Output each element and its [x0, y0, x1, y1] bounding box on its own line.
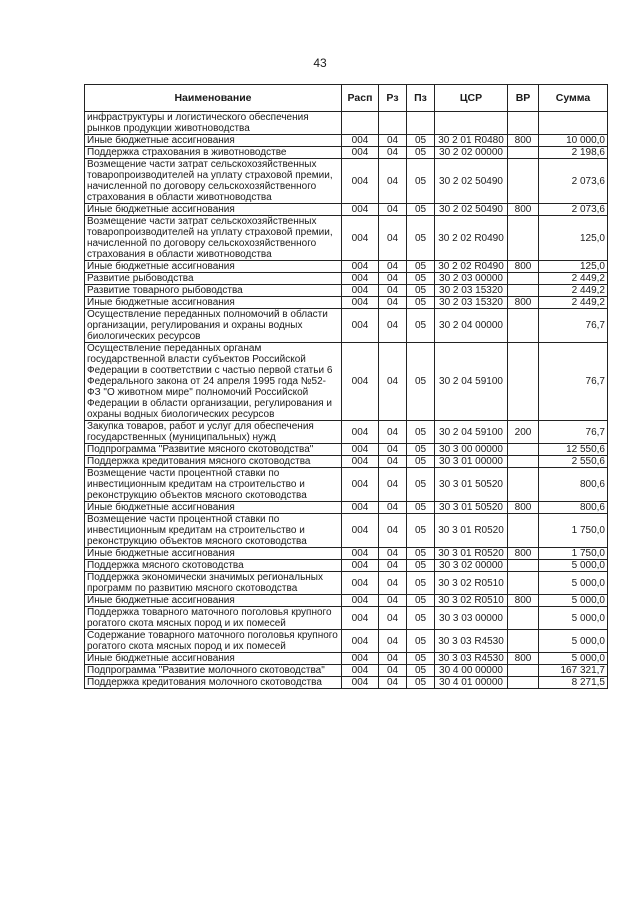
cell-sum: 2 073,6 [539, 159, 608, 204]
cell-vr [508, 444, 539, 456]
table-row [85, 112, 608, 135]
cell-rz: 04 [379, 261, 407, 273]
cell-name: Возмещение части процентной ставки по инвестиционным кредитам на строительство и реконструкцию объектов мясного скотоводства [85, 514, 342, 548]
header-rasp: Расп [342, 85, 379, 112]
cell-rz: 04 [379, 216, 407, 261]
cell-pz: 05 [407, 514, 435, 548]
cell-pz: 05 [407, 261, 435, 273]
cell-sum: 1 750,0 [539, 548, 608, 560]
cell-sum: 125,0 [539, 216, 608, 261]
cell-sum: 5 000,0 [539, 572, 608, 595]
cell-sum: 2 073,6 [539, 204, 608, 216]
cell-rasp: 004 [342, 444, 379, 456]
cell-vr [508, 456, 539, 468]
cell-csr: 30 2 03 15320 [435, 297, 508, 309]
cell-rasp: 004 [342, 595, 379, 607]
cell-name: Возмещение части затрат сельскохозяйственных товаропроизводителей на уплату страховой премии, начисленной по договору сельскохозяйственного страхования в области животноводства [85, 159, 342, 204]
cell-csr: 30 3 01 R0520 [435, 548, 508, 560]
cell-name: инфраструктуры и логистического обеспечения рынков продукции животноводства [85, 112, 342, 135]
cell-vr [508, 309, 539, 343]
cell-sum: 800,6 [539, 468, 608, 502]
cell-csr: 30 4 01 00000 [435, 677, 508, 689]
cell-rz: 04 [379, 297, 407, 309]
cell-name: Поддержка страхования в животноводстве [85, 147, 342, 159]
cell-csr: 30 3 01 50520 [435, 502, 508, 514]
table-row [85, 285, 608, 297]
table-row [85, 261, 608, 273]
cell-rz: 04 [379, 309, 407, 343]
cell-vr [508, 159, 539, 204]
cell-rasp: 004 [342, 514, 379, 548]
table-row [85, 560, 608, 572]
table-row [85, 677, 608, 689]
cell-rz: 04 [379, 204, 407, 216]
cell-rz: 04 [379, 665, 407, 677]
cell-name: Подпрограмма "Развитие мясного скотоводства" [85, 444, 342, 456]
cell-vr [508, 273, 539, 285]
cell-pz: 05 [407, 204, 435, 216]
cell-vr [508, 572, 539, 595]
cell-sum: 1 750,0 [539, 514, 608, 548]
cell-rasp: 004 [342, 343, 379, 421]
cell-csr: 30 2 03 15320 [435, 285, 508, 297]
cell-sum: 2 198,6 [539, 147, 608, 159]
table-row [85, 343, 608, 421]
cell-rasp: 004 [342, 502, 379, 514]
cell-rz: 04 [379, 560, 407, 572]
cell-csr: 30 3 03 R4530 [435, 630, 508, 653]
cell-vr [508, 147, 539, 159]
cell-rasp: 004 [342, 147, 379, 159]
cell-rasp: 004 [342, 665, 379, 677]
table-row [85, 548, 608, 560]
cell-vr: 800 [508, 204, 539, 216]
cell-name: Возмещение части затрат сельскохозяйственных товаропроизводителей на уплату страховой премии, начисленной по договору сельскохозяйственного страхования в области животноводства [85, 216, 342, 261]
table-row [85, 572, 608, 595]
cell-name: Поддержка кредитования мясного скотоводства [85, 456, 342, 468]
cell-name: Иные бюджетные ассигнования [85, 135, 342, 147]
cell-pz: 05 [407, 607, 435, 630]
cell-vr: 800 [508, 548, 539, 560]
cell-name: Иные бюджетные ассигнования [85, 595, 342, 607]
cell-rz: 04 [379, 595, 407, 607]
cell-pz: 05 [407, 595, 435, 607]
table-row [85, 456, 608, 468]
table-body [85, 112, 608, 689]
cell-vr: 800 [508, 297, 539, 309]
cell-csr: 30 2 04 00000 [435, 309, 508, 343]
cell-csr: 30 2 02 R0490 [435, 261, 508, 273]
cell-rz: 04 [379, 273, 407, 285]
cell-csr: 30 2 01 R0480 [435, 135, 508, 147]
cell-csr: 30 2 02 R0490 [435, 216, 508, 261]
cell-pz: 05 [407, 216, 435, 261]
cell-name: Развитие товарного рыбоводства [85, 285, 342, 297]
cell-rasp: 004 [342, 607, 379, 630]
cell-pz: 05 [407, 630, 435, 653]
cell-csr: 30 3 02 00000 [435, 560, 508, 572]
cell-name: Иные бюджетные ассигнования [85, 502, 342, 514]
header-name: Наименование [85, 85, 342, 112]
table-row [85, 135, 608, 147]
cell-rz: 04 [379, 421, 407, 444]
cell-pz: 05 [407, 677, 435, 689]
cell-sum: 800,6 [539, 502, 608, 514]
cell-vr [508, 607, 539, 630]
cell-sum: 5 000,0 [539, 630, 608, 653]
cell-csr: 30 2 04 59100 [435, 343, 508, 421]
table-row [85, 147, 608, 159]
cell-vr: 800 [508, 261, 539, 273]
cell-sum: 5 000,0 [539, 653, 608, 665]
cell-pz: 05 [407, 468, 435, 502]
table-header [85, 85, 608, 112]
cell-sum: 125,0 [539, 261, 608, 273]
cell-name: Иные бюджетные ассигнования [85, 261, 342, 273]
cell-vr: 200 [508, 421, 539, 444]
cell-vr [508, 285, 539, 297]
cell-vr: 800 [508, 653, 539, 665]
cell-name: Поддержка экономически значимых региональных программ по развитию мясного скотоводства [85, 572, 342, 595]
cell-rz: 04 [379, 468, 407, 502]
header-rz: Рз [379, 85, 407, 112]
cell-rasp: 004 [342, 548, 379, 560]
page-number: 43 [313, 56, 327, 70]
cell-rasp: 004 [342, 285, 379, 297]
cell-sum: 2 449,2 [539, 285, 608, 297]
cell-rasp: 004 [342, 468, 379, 502]
cell-rz: 04 [379, 677, 407, 689]
cell-sum: 5 000,0 [539, 560, 608, 572]
cell-rz: 04 [379, 343, 407, 421]
table-row [85, 653, 608, 665]
cell-name: Поддержка мясного скотоводства [85, 560, 342, 572]
table-row [85, 309, 608, 343]
cell-sum: 2 449,2 [539, 273, 608, 285]
cell-rz [379, 112, 407, 135]
cell-name: Иные бюджетные ассигнования [85, 548, 342, 560]
cell-pz: 05 [407, 560, 435, 572]
cell-sum: 12 550,6 [539, 444, 608, 456]
header-pz: Пз [407, 85, 435, 112]
cell-vr [508, 468, 539, 502]
cell-rz: 04 [379, 630, 407, 653]
cell-name: Иные бюджетные ассигнования [85, 653, 342, 665]
cell-name: Развитие рыбоводства [85, 273, 342, 285]
cell-name: Закупка товаров, работ и услуг для обеспечения государственных (муниципальных) нужд [85, 421, 342, 444]
cell-pz: 05 [407, 135, 435, 147]
cell-pz: 05 [407, 273, 435, 285]
cell-csr: 30 3 02 R0510 [435, 572, 508, 595]
cell-rasp: 004 [342, 560, 379, 572]
cell-vr [508, 560, 539, 572]
header-row [85, 85, 608, 112]
table-row [85, 273, 608, 285]
cell-rz: 04 [379, 572, 407, 595]
cell-vr: 800 [508, 595, 539, 607]
cell-name: Осуществление переданных органам государственной власти субъектов Российской Федерации в соответствии с частью первой статьи 6 Федерального закона от 24 апреля 1995 года №52-ФЗ "О животном мире" полномочий Российской Федерации в области организации, регулирования и охраны водных биологических ресурсов [85, 343, 342, 421]
cell-rasp [342, 112, 379, 135]
cell-csr: 30 3 03 R4530 [435, 653, 508, 665]
cell-csr: 30 2 02 00000 [435, 147, 508, 159]
table-row [85, 216, 608, 261]
cell-rasp: 004 [342, 309, 379, 343]
cell-pz [407, 112, 435, 135]
cell-rasp: 004 [342, 135, 379, 147]
cell-name: Поддержка кредитования молочного скотоводства [85, 677, 342, 689]
cell-name: Возмещение части процентной ставки по инвестиционным кредитам на строительство и реконструкцию объектов мясного скотоводства [85, 468, 342, 502]
cell-sum: 76,7 [539, 421, 608, 444]
cell-name: Иные бюджетные ассигнования [85, 204, 342, 216]
cell-sum: 10 000,0 [539, 135, 608, 147]
cell-rasp: 004 [342, 159, 379, 204]
cell-csr: 30 2 02 50490 [435, 159, 508, 204]
cell-rz: 04 [379, 514, 407, 548]
cell-rz: 04 [379, 502, 407, 514]
table-row [85, 421, 608, 444]
cell-pz: 05 [407, 572, 435, 595]
cell-vr [508, 343, 539, 421]
cell-vr: 800 [508, 135, 539, 147]
cell-name: Поддержка товарного маточного поголовья крупного рогатого скота мясных пород и их помесей [85, 607, 342, 630]
cell-rasp: 004 [342, 297, 379, 309]
cell-csr: 30 3 02 R0510 [435, 595, 508, 607]
header-sum: Сумма [539, 85, 608, 112]
cell-pz: 05 [407, 285, 435, 297]
cell-vr [508, 630, 539, 653]
cell-pz: 05 [407, 456, 435, 468]
table-row [85, 514, 608, 548]
cell-name: Иные бюджетные ассигнования [85, 297, 342, 309]
cell-pz: 05 [407, 343, 435, 421]
cell-rasp: 004 [342, 456, 379, 468]
cell-pz: 05 [407, 309, 435, 343]
table-row [85, 468, 608, 502]
cell-csr: 30 3 01 R0520 [435, 514, 508, 548]
cell-vr [508, 665, 539, 677]
cell-rasp: 004 [342, 677, 379, 689]
cell-rz: 04 [379, 285, 407, 297]
cell-csr: 30 3 01 50520 [435, 468, 508, 502]
table-row [85, 607, 608, 630]
cell-sum: 76,7 [539, 309, 608, 343]
cell-sum: 2 550,6 [539, 456, 608, 468]
cell-rz: 04 [379, 147, 407, 159]
cell-sum: 2 449,2 [539, 297, 608, 309]
cell-vr: 800 [508, 502, 539, 514]
table-row [85, 595, 608, 607]
table-row [85, 444, 608, 456]
cell-name: Содержание товарного маточного поголовья крупного рогатого скота мясных пород и их помесей [85, 630, 342, 653]
cell-pz: 05 [407, 297, 435, 309]
cell-sum: 5 000,0 [539, 607, 608, 630]
header-vr: ВР [508, 85, 539, 112]
cell-vr [508, 514, 539, 548]
cell-rz: 04 [379, 135, 407, 147]
cell-pz: 05 [407, 502, 435, 514]
cell-rasp: 004 [342, 572, 379, 595]
table-row [85, 630, 608, 653]
cell-rasp: 004 [342, 204, 379, 216]
cell-name: Осуществление переданных полномочий в области организации, регулирования и охраны водных биологических ресурсов [85, 309, 342, 343]
cell-pz: 05 [407, 548, 435, 560]
cell-rasp: 004 [342, 273, 379, 285]
cell-rz: 04 [379, 653, 407, 665]
cell-vr [508, 677, 539, 689]
cell-csr: 30 3 01 00000 [435, 456, 508, 468]
cell-name: Подпрограмма "Развитие молочного скотоводства" [85, 665, 342, 677]
cell-csr [435, 112, 508, 135]
cell-rz: 04 [379, 607, 407, 630]
cell-pz: 05 [407, 665, 435, 677]
cell-rasp: 004 [342, 653, 379, 665]
cell-rz: 04 [379, 444, 407, 456]
cell-sum: 167 321,7 [539, 665, 608, 677]
table-row [85, 159, 608, 204]
cell-pz: 05 [407, 444, 435, 456]
cell-sum [539, 112, 608, 135]
cell-csr: 30 2 02 50490 [435, 204, 508, 216]
cell-rasp: 004 [342, 421, 379, 444]
cell-csr: 30 2 04 59100 [435, 421, 508, 444]
cell-pz: 05 [407, 421, 435, 444]
cell-csr: 30 3 00 00000 [435, 444, 508, 456]
cell-csr: 30 4 00 00000 [435, 665, 508, 677]
cell-vr [508, 216, 539, 261]
cell-pz: 05 [407, 653, 435, 665]
cell-vr [508, 112, 539, 135]
cell-csr: 30 2 03 00000 [435, 273, 508, 285]
cell-pz: 05 [407, 147, 435, 159]
header-csr: ЦСР [435, 85, 508, 112]
cell-rasp: 004 [342, 216, 379, 261]
cell-csr: 30 3 03 00000 [435, 607, 508, 630]
cell-rz: 04 [379, 548, 407, 560]
cell-rasp: 004 [342, 261, 379, 273]
cell-rz: 04 [379, 159, 407, 204]
cell-rasp: 004 [342, 630, 379, 653]
table-row [85, 665, 608, 677]
budget-table [84, 84, 608, 689]
cell-sum: 8 271,5 [539, 677, 608, 689]
table-row [85, 502, 608, 514]
cell-sum: 5 000,0 [539, 595, 608, 607]
cell-rz: 04 [379, 456, 407, 468]
cell-pz: 05 [407, 159, 435, 204]
table-row [85, 297, 608, 309]
table-row [85, 204, 608, 216]
cell-sum: 76,7 [539, 343, 608, 421]
